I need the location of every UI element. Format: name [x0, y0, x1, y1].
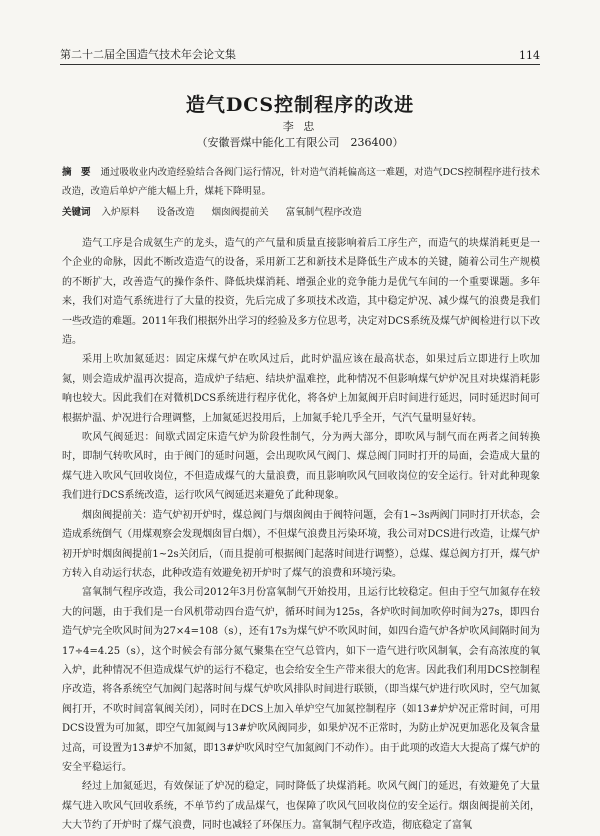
abstract-label: 摘 要 — [62, 167, 91, 178]
paragraph: 造气工序是合成氨生产的龙头，造气的产气量和质量直接影响着后工序生产，而造气的块煤消耗更是一个企业的命脉，因此不断改造造气的设备，采用新工艺和新技术是降低生产成本的关键，随着公司生产规模的不断扩大，改善造气的操作条件、降低块煤消耗、增强企业的竞争能力是优气车间的一个重要课题。多年来，我们对造气系统进行了大量的投资，先后完成了多项技术改造，其中稳定炉况、减少煤气的浪费是我们一些改造的难题。2011年我们根据外出学习的经验及多方位思考，决定对DCS系统及煤气炉阀检进行以下改造。 — [62, 238, 540, 347]
keyword: 入炉原料 — [101, 207, 140, 218]
paragraph: 经过上加氮延迟，有效保证了炉况的稳定，同时降低了块煤消耗。吹风气阀门的延迟，有效避免了大量煤气进入吹风气回收系统，不单节约了成品煤气，也保障了吹风气回收岗位的安全运行。烟囱阀提前关闭，大大节约了开炉时了煤气浪费，同时也减轻了环保压力。富氧制气程序改造，彻底稳定了富氧 — [62, 781, 540, 832]
journal-name: 第二十二届全国造气技术年会论文集 — [60, 48, 236, 61]
paragraph: 烟囱阀提前关：造气炉初开炉时，煤总阀门与烟囱阀由于阀特问题，会有1~3s两阀门同时打开状态，会造成系统倒气（用煤观察会发现烟囱冒白烟），不但煤气浪费且污染环境，我公司对DCS进行改造，让煤气炉初开炉时烟囱阀提前1~2s关闭后，（而且提前可根据阀门起落时间进行调整），总煤、煤总阀方打开，煤气炉方转入自动运行状态，此种改造有效避免初开炉时了煤气的浪费和环境污染。 — [62, 509, 540, 579]
abstract — [62, 163, 540, 201]
keyword: 富氧制气程序改造 — [285, 207, 362, 218]
author-name: 李 忠 — [282, 120, 318, 133]
keywords — [62, 203, 540, 222]
keywords-label: 关键词 — [62, 207, 91, 218]
paragraph: 吹风气阀延迟：间歇式固定床造气炉为阶段性制气，分为两大部分，即吹风与制气而在两者之间转换时，即制气转吹风时，由于阀门的延时问题，会出现吹风气阀门、煤总阀门同时打开的局面，会造成大量的煤气进入吹风气回收岗位，不但造成煤气的大量浪费，而且影响吹风气回收岗位的安全运行。针对此种现象我们进行DCS系统改造，运行吹风气阀延迟来避免了此种现象。 — [62, 432, 540, 502]
body-text — [62, 234, 540, 836]
keyword: 设备改造 — [156, 207, 195, 218]
keyword: 烟囱阀提前关 — [211, 207, 269, 218]
abstract-text: 通过吸收业内改造经验结合各阀门运行情况，针对造气消耗偏高这一难题，对造气DCS控制程序进行技术改造，改造后单炉产能大幅上升，煤耗下降明显。 — [62, 167, 540, 197]
page-number: 114 — [519, 49, 540, 62]
paper-title: 造气DCS控制程序的改进 — [185, 94, 415, 116]
paragraph: 富氧制气程序改造，我公司2012年3月份富氧制气开始投用，且运行比较稳定。但由于空气加氮存在较大的问题，由于我们是一台风机带动四台造气炉，循环时间为125s，各炉吹时间加吹停时间为27s，即四台造气炉完全吹风时间为27×4=108（s），还有17s为煤气炉不吹风时间，如四台造气炉各炉吹风间隔时间为17÷4=4.25（s），这个时候会有部分氮气聚集在空气总管内，如下一造气进行吹风制氧，会有高浓度的氧入炉，此种情况不但造成煤气炉的运行不稳定，也会给安全生产带来很大的危害。因此我们利用DCS控制程序改造，将各系统空气加阀门起落时间与煤气炉吹风排队时间进行联锁，（即当煤气炉进行吹风时，空气加氮阀打开，不吹时间富氧阀关闭），同时在DCS上加入单炉空气加氮控制程序（如13#炉炉况正常时间，可用DCS设置为可加氮，即空气加氮阀与13#炉吹风阀同步，如果炉况不正常时，为防止炉况更加恶化及氧含量过高，可设置为13#炉不加氮，即13#炉吹风时空气加氮阀门不动作）。由于此项的改造大大提高了煤气炉的安全平稳运行。 — [62, 587, 540, 773]
paragraph: 采用上吹加氮延迟：固定床煤气炉在吹风过后，此时炉温应该在最高状态，如果过后立即进行上吹加氮，则会造成炉温再次提高，造成炉子结疤、结块炉温难控，此种情况不但影响煤气炉炉况且对块煤消耗影响也较大。因此我们在对微机DCS系统进行程序优化，将各炉上加氮阀开启时间进行延迟，同时延迟时间可根据炉温、炉况进行合理调整，上加氮延迟投用后，上加氮手轮几乎全开，气汽气量明显好转。 — [62, 354, 540, 424]
running-header — [60, 40, 540, 65]
author-affiliation: （安徽晋煤中能化工有限公司 236400） — [196, 136, 404, 149]
